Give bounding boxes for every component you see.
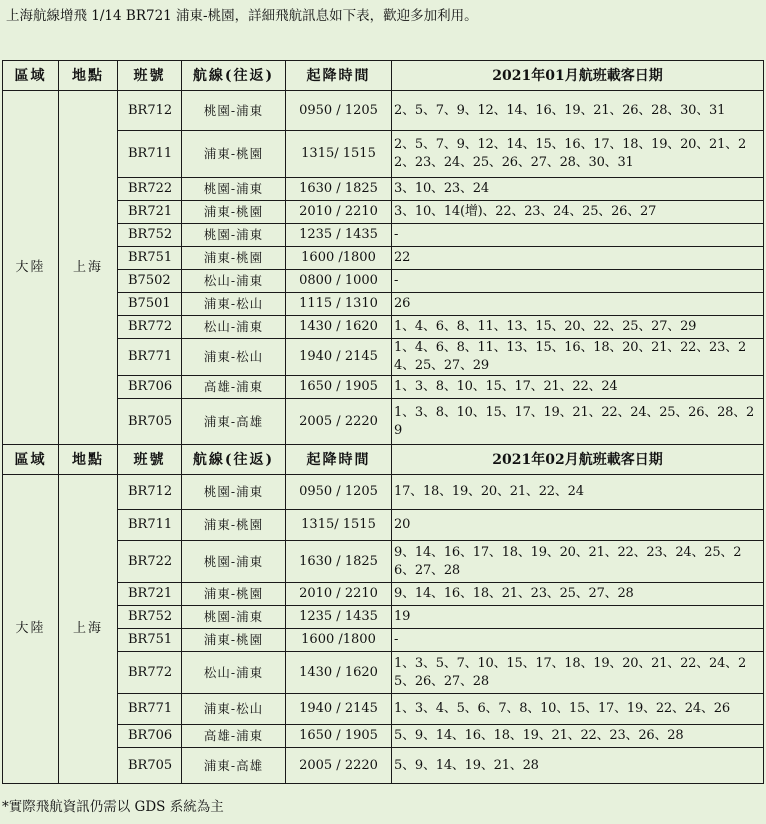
header-region: 區域 — [3, 61, 59, 91]
dates-cell: 19 — [392, 606, 764, 629]
header-row — [3, 61, 764, 91]
table-row — [3, 270, 764, 293]
route-cell: 高雄-浦東 — [182, 376, 286, 399]
table-row — [3, 541, 764, 583]
time-cell: 1600 /1800 — [286, 247, 392, 270]
time-cell: 0800 / 1000 — [286, 270, 392, 293]
time-cell: 0950 / 1205 — [286, 91, 392, 131]
dates-cell: - — [392, 270, 764, 293]
dates-cell: - — [392, 224, 764, 247]
table-row — [3, 475, 764, 510]
flight-number-cell: BR706 — [118, 725, 182, 748]
route-cell: 桃園-浦東 — [182, 224, 286, 247]
table-row — [3, 339, 764, 376]
region-cell: 大陸 — [3, 91, 59, 445]
route-cell: 浦東-高雄 — [182, 748, 286, 784]
table-row — [3, 725, 764, 748]
time-cell: 1430 / 1620 — [286, 316, 392, 339]
table-row — [3, 293, 764, 316]
dates-cell: 1、4、6、8、11、13、15、16、18、20、21、22、23、24、25、27、29 — [392, 339, 764, 376]
route-cell: 浦東-桃園 — [182, 131, 286, 178]
header-region: 區域 — [3, 445, 59, 475]
dates-cell: 1、4、6、8、11、13、15、20、22、25、27、29 — [392, 316, 764, 339]
flight-number-cell: BR721 — [118, 583, 182, 606]
table-row — [3, 316, 764, 339]
flight-number-cell: BR722 — [118, 541, 182, 583]
dates-cell: 5、9、14、16、18、19、21、22、23、26、28 — [392, 725, 764, 748]
month-title: 2021年01月航班載客日期 — [392, 61, 764, 91]
route-cell: 浦東-桃園 — [182, 201, 286, 224]
flight-number-cell: BR722 — [118, 178, 182, 201]
dates-cell: 5、9、14、19、21、28 — [392, 748, 764, 784]
time-cell: 1315/ 1515 — [286, 131, 392, 178]
dates-cell: 1、3、8、10、15、17、19、21、22、24、25、26、28、29 — [392, 399, 764, 445]
time-cell: 1235 / 1435 — [286, 224, 392, 247]
route-cell: 浦東-桃園 — [182, 629, 286, 652]
route-cell: 松山-浦東 — [182, 316, 286, 339]
dates-cell: 2、5、7、9、12、14、16、19、21、26、28、30、31 — [392, 91, 764, 131]
flight-number-cell: BR711 — [118, 131, 182, 178]
route-cell: 浦東-松山 — [182, 694, 286, 725]
flight-number-cell: BR752 — [118, 224, 182, 247]
time-cell: 1630 / 1825 — [286, 178, 392, 201]
route-cell: 浦東-桃園 — [182, 247, 286, 270]
flight-number-cell: BR706 — [118, 376, 182, 399]
route-cell: 桃園-浦東 — [182, 541, 286, 583]
route-cell: 浦東-松山 — [182, 339, 286, 376]
dates-cell: - — [392, 629, 764, 652]
dates-cell: 9、14、16、18、21、23、25、27、28 — [392, 583, 764, 606]
route-cell: 松山-浦東 — [182, 270, 286, 293]
place-cell: 上海 — [59, 91, 118, 445]
time-cell: 1650 / 1905 — [286, 376, 392, 399]
table-row — [3, 224, 764, 247]
table-row — [3, 247, 764, 270]
header-row — [3, 445, 764, 475]
table-row — [3, 629, 764, 652]
header-place: 地點 — [59, 61, 118, 91]
time-cell: 2010 / 2210 — [286, 583, 392, 606]
flight-number-cell: B7501 — [118, 293, 182, 316]
dates-cell: 26 — [392, 293, 764, 316]
time-cell: 1630 / 1825 — [286, 541, 392, 583]
table-row — [3, 399, 764, 445]
header-flight: 班號 — [118, 61, 182, 91]
table-row — [3, 510, 764, 541]
flight-number-cell: BR712 — [118, 475, 182, 510]
time-cell: 1115 / 1310 — [286, 293, 392, 316]
flight-number-cell: BR771 — [118, 694, 182, 725]
table-row — [3, 694, 764, 725]
flight-number-cell: BR705 — [118, 748, 182, 784]
flight-number-cell: BR711 — [118, 510, 182, 541]
footnote: *實際飛航資訊仍需以 GDS 系統為主 — [2, 799, 224, 815]
route-cell: 浦東-松山 — [182, 293, 286, 316]
header-time: 起降時間 — [286, 61, 392, 91]
route-cell: 桃園-浦東 — [182, 475, 286, 510]
time-cell: 2010 / 2210 — [286, 201, 392, 224]
dates-cell: 2、5、7、9、12、14、15、16、17、18、19、20、21、22、23、24、25、26、27、28、30、31 — [392, 131, 764, 178]
header-time: 起降時間 — [286, 445, 392, 475]
flight-number-cell: BR751 — [118, 247, 182, 270]
table-row — [3, 178, 764, 201]
table-row — [3, 583, 764, 606]
route-cell: 桃園-浦東 — [182, 91, 286, 131]
flight-number-cell: B7502 — [118, 270, 182, 293]
dates-cell: 1、3、4、5、6、7、8、10、15、17、19、22、24、26 — [392, 694, 764, 725]
header-flight: 班號 — [118, 445, 182, 475]
dates-cell: 1、3、8、10、15、17、21、22、24 — [392, 376, 764, 399]
time-cell: 1315/ 1515 — [286, 510, 392, 541]
flight-number-cell: BR772 — [118, 652, 182, 694]
route-cell: 桃園-浦東 — [182, 606, 286, 629]
route-cell: 松山-浦東 — [182, 652, 286, 694]
dates-cell: 22 — [392, 247, 764, 270]
header-place: 地點 — [59, 445, 118, 475]
dates-cell: 20 — [392, 510, 764, 541]
route-cell: 桃園-浦東 — [182, 178, 286, 201]
time-cell: 1235 / 1435 — [286, 606, 392, 629]
flight-number-cell: BR772 — [118, 316, 182, 339]
time-cell: 2005 / 2220 — [286, 399, 392, 445]
flight-number-cell: BR752 — [118, 606, 182, 629]
dates-cell: 9、14、16、17、18、19、20、21、22、23、24、25、26、27、28 — [392, 541, 764, 583]
time-cell: 1940 / 2145 — [286, 694, 392, 725]
time-cell: 1430 / 1620 — [286, 652, 392, 694]
table-row — [3, 748, 764, 784]
time-cell: 1650 / 1905 — [286, 725, 392, 748]
flight-number-cell: BR705 — [118, 399, 182, 445]
header-route: 航線(往返) — [182, 445, 286, 475]
table-row — [3, 652, 764, 694]
header-route: 航線(往返) — [182, 61, 286, 91]
region-cell: 大陸 — [3, 475, 59, 784]
dates-cell: 3、10、23、24 — [392, 178, 764, 201]
flight-number-cell: BR721 — [118, 201, 182, 224]
time-cell: 2005 / 2220 — [286, 748, 392, 784]
route-cell: 高雄-浦東 — [182, 725, 286, 748]
route-cell: 浦東-高雄 — [182, 399, 286, 445]
flight-number-cell: BR712 — [118, 91, 182, 131]
table-row — [3, 201, 764, 224]
table-row — [3, 376, 764, 399]
dates-cell: 17、18、19、20、21、22、24 — [392, 475, 764, 510]
flight-number-cell: BR771 — [118, 339, 182, 376]
dates-cell: 1、3、5、7、10、15、17、18、19、20、21、22、24、25、26、27、28 — [392, 652, 764, 694]
dates-cell: 3、10、14(增)、22、23、24、25、26、27 — [392, 201, 764, 224]
month-title: 2021年02月航班載客日期 — [392, 445, 764, 475]
time-cell: 1600 /1800 — [286, 629, 392, 652]
flight-schedule-table — [2, 60, 764, 784]
table-row — [3, 606, 764, 629]
table-row — [3, 91, 764, 131]
time-cell: 1940 / 2145 — [286, 339, 392, 376]
route-cell: 浦東-桃園 — [182, 510, 286, 541]
time-cell: 0950 / 1205 — [286, 475, 392, 510]
flight-number-cell: BR751 — [118, 629, 182, 652]
table-row — [3, 131, 764, 178]
intro-text: 上海航線增飛 1/14 BR721 浦東-桃園，詳細飛航訊息如下表，歡迎多加利用。 — [6, 8, 478, 24]
place-cell: 上海 — [59, 475, 118, 784]
route-cell: 浦東-桃園 — [182, 583, 286, 606]
